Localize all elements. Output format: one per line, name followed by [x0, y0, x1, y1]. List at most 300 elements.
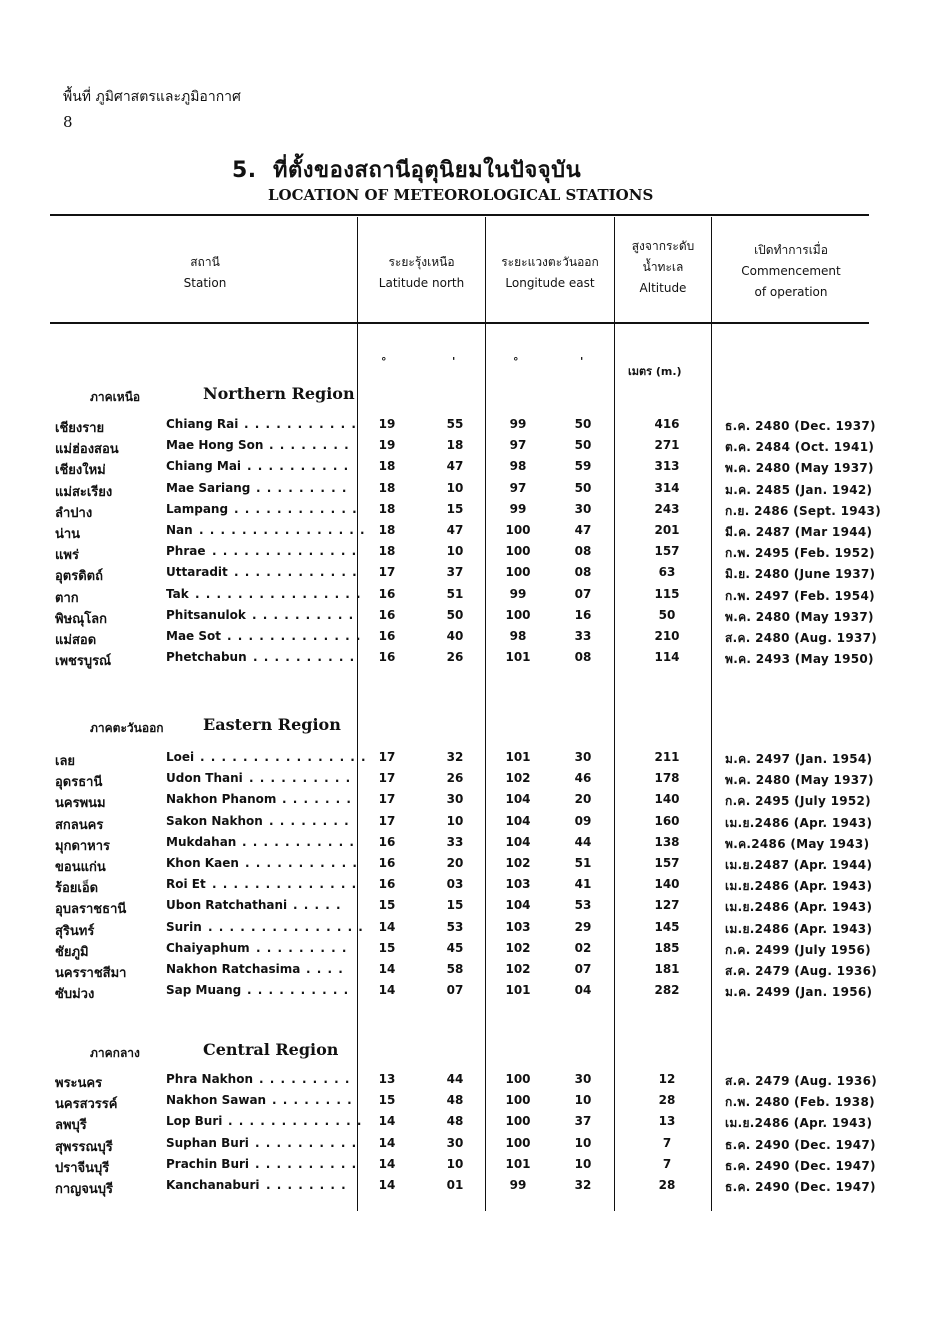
table-row: [0, 1111, 941, 1132]
longitude-degrees: 101: [505, 1157, 531, 1171]
station-name-thai: เชียงใหม่: [55, 463, 106, 478]
station-name-thai: พระนคร: [55, 1076, 103, 1091]
station-name-english: Uttaradit: [166, 565, 228, 579]
station-name-thai: มุกดาหาร: [55, 839, 111, 854]
altitude-value: 210: [654, 629, 680, 643]
commencement-date: เม.ย.2486 (Apr. 1943): [725, 922, 873, 936]
leader-dots: . . . . . . . . . . .: [242, 835, 355, 849]
altitude-value: 416: [654, 417, 680, 431]
latitude-degrees: 18: [378, 481, 396, 495]
commencement-date: ธ.ค. 2490 (Dec. 1947): [725, 1180, 876, 1194]
leader-dots: . . . . . . . . .: [256, 941, 348, 955]
latitude-minutes: 48: [446, 1114, 464, 1128]
latitude-minutes: 10: [446, 481, 464, 495]
latitude-degrees: 14: [378, 1114, 396, 1128]
longitude-minutes: 07: [574, 962, 592, 976]
leader-dots: . . . . .: [293, 898, 342, 912]
commencement-date: พ.ค. 2480 (May 1937): [725, 461, 874, 475]
longitude-minutes: 04: [574, 983, 592, 997]
leader-dots: . . . . . . . . . . . . .: [227, 629, 362, 643]
column-header-thai: ระยะรุ้งเหนือ: [388, 255, 455, 269]
altitude-value: 211: [654, 750, 680, 764]
station-name-english: Chiang Rai: [166, 417, 239, 431]
leader-dots: . . . . . . . . . . .: [245, 856, 358, 870]
latitude-minutes: 48: [446, 1093, 464, 1107]
station-name-thai: นครพนม: [55, 796, 106, 811]
longitude-degrees: 99: [509, 587, 527, 601]
commencement-date: ก.ย. 2486 (Sept. 1943): [725, 504, 881, 518]
region-name-english: Eastern Region: [203, 715, 341, 734]
column-header-english: Commencement: [741, 264, 841, 278]
leader-dots: . . . . . . . . . . . . . . . .: [199, 523, 366, 537]
station-name-thai: นครราชสีมา: [55, 966, 127, 981]
longitude-minutes: 46: [574, 771, 592, 785]
altitude-value: 313: [654, 459, 680, 473]
longitude-degrees: 101: [505, 650, 531, 664]
longitude-minutes: 16: [574, 608, 592, 622]
table-row: [0, 456, 941, 477]
commencement-date: ม.ค. 2499 (Jan. 1956): [725, 985, 873, 999]
latitude-degrees: 16: [378, 587, 396, 601]
latitude-degrees: 17: [378, 792, 396, 806]
latitude-minutes: 44: [446, 1072, 464, 1086]
longitude-degrees: 104: [505, 835, 531, 849]
latitude-degrees: 16: [378, 629, 396, 643]
longitude-minutes: 30: [574, 750, 592, 764]
region-name-thai: ภาคตะวันออก: [90, 721, 164, 735]
running-title: พื้นที่ ภูมิศาสตรและภูมิอากาศ: [63, 89, 241, 105]
station-name-thai: เลย: [55, 754, 76, 769]
table-row: [0, 811, 941, 832]
longitude-degrees: 103: [505, 920, 531, 934]
longitude-minutes: 33: [574, 629, 592, 643]
column-divider: [711, 217, 712, 1211]
column-header-english: Longitude east: [505, 276, 595, 290]
station-name-thai: เชียงราย: [55, 421, 105, 436]
leader-dots: . . . . . . . . . . . . . . .: [208, 920, 364, 934]
longitude-degrees: 97: [509, 438, 527, 452]
table-row: [0, 832, 941, 853]
table-row: [0, 626, 941, 647]
commencement-date: เม.ย.2486 (Apr. 1943): [725, 879, 873, 893]
longitude-degrees: 100: [505, 1114, 531, 1128]
station-name-thai: แพร่: [55, 548, 79, 563]
station-name-thai: อุบลราชธานี: [55, 902, 127, 917]
latitude-degrees: 17: [378, 565, 396, 579]
latitude-minutes: 45: [446, 941, 464, 955]
longitude-degrees: 102: [505, 856, 531, 870]
latitude-minutes: 10: [446, 1157, 464, 1171]
station-name-thai: แม่สอด: [55, 633, 97, 648]
longitude-degrees: 98: [509, 629, 527, 643]
leader-dots: . . . . . . . . . . . .: [234, 502, 358, 516]
latitude-minutes: 55: [446, 417, 464, 431]
latitude-minutes: 10: [446, 814, 464, 828]
latitude-degrees: 18: [378, 459, 396, 473]
commencement-date: ก.ค. 2495 (July 1952): [725, 794, 871, 808]
leader-dots: . . . . . . . . . . . . . . . .: [200, 750, 367, 764]
leader-dots: . . . . . . . . . .: [249, 771, 352, 785]
latitude-degrees: 17: [378, 814, 396, 828]
station-name-english: Chaiyaphum: [166, 941, 250, 955]
altitude-value: 50: [658, 608, 676, 622]
longitude-minutes: 41: [574, 877, 592, 891]
latitude-degrees: 15: [378, 941, 396, 955]
longitude-degrees: 101: [505, 983, 531, 997]
leader-dots: . . . .: [306, 962, 344, 976]
station-name-english: Sap Muang: [166, 983, 242, 997]
station-name-english: Prachin Buri: [166, 1157, 250, 1171]
leader-dots: . . . . . . . . . . . . .: [228, 1114, 363, 1128]
column-header-thai: สูงจากระดับ: [631, 239, 695, 253]
latitude-degrees: 14: [378, 962, 396, 976]
latitude-minutes: 58: [446, 962, 464, 976]
longitude-minutes: 53: [574, 898, 592, 912]
latitude-minutes: 37: [446, 565, 464, 579]
station-name-english: Sakon Nakhon: [166, 814, 263, 828]
station-name-english: Tak: [166, 587, 189, 601]
commencement-date: เม.ย.2486 (Apr. 1943): [725, 1116, 873, 1130]
column-header-thai: ระยะแวงตะวันออก: [501, 255, 599, 269]
page-number: 8: [63, 113, 73, 131]
altitude-value: 7: [662, 1136, 672, 1150]
longitude-minutes: 50: [574, 417, 592, 431]
longitude-degrees: 104: [505, 898, 531, 912]
latitude-degrees: 16: [378, 856, 396, 870]
latitude-minutes: 33: [446, 835, 464, 849]
latitude-minutes: 26: [446, 650, 464, 664]
station-name-english: Khon Kaen: [166, 856, 239, 870]
longitude-degrees: 102: [505, 771, 531, 785]
leader-dots: . . . . . . . . . .: [247, 983, 350, 997]
station-name-thai: ชัยภูมิ: [55, 945, 89, 960]
commencement-date: ธ.ค. 2480 (Dec. 1937): [725, 419, 876, 433]
column-header-english: Altitude: [639, 281, 687, 295]
latitude-degrees: 16: [378, 877, 396, 891]
altitude-value: 157: [654, 544, 680, 558]
commencement-date: ธ.ค. 2490 (Dec. 1947): [725, 1138, 876, 1152]
commencement-date: ก.พ. 2495 (Feb. 1952): [725, 546, 875, 560]
station-name-english: Nakhon Ratchasima: [166, 962, 301, 976]
longitude-degrees: 99: [509, 1178, 527, 1192]
table-row: [0, 435, 941, 456]
longitude-degrees: 100: [505, 608, 531, 622]
column-header-station: [140, 252, 270, 294]
commencement-date: มิ.ย. 2480 (June 1937): [725, 567, 876, 581]
longitude-degrees: 104: [505, 792, 531, 806]
unit-minute: ': [452, 355, 456, 368]
table-row: [0, 1133, 941, 1154]
column-divider: [485, 217, 486, 1211]
latitude-minutes: 30: [446, 1136, 464, 1150]
table-row: [0, 895, 941, 916]
column-header-english: of operation: [754, 285, 828, 299]
latitude-minutes: 20: [446, 856, 464, 870]
station-name-thai: พิษณุโลก: [55, 612, 108, 627]
column-header-longitude: [486, 252, 614, 294]
altitude-value: 12: [658, 1072, 676, 1086]
latitude-minutes: 18: [446, 438, 464, 452]
altitude-value: 145: [654, 920, 680, 934]
station-name-english: Nakhon Phanom: [166, 792, 277, 806]
latitude-degrees: 17: [378, 771, 396, 785]
longitude-degrees: 100: [505, 544, 531, 558]
station-name-thai: อุตรดิตถ์: [55, 569, 103, 584]
altitude-value: 201: [654, 523, 680, 537]
leader-dots: . . . . . . . .: [266, 1178, 347, 1192]
latitude-degrees: 17: [378, 750, 396, 764]
unit-meters: เมตร (m.): [628, 365, 682, 378]
station-name-thai: นครสวรรค์: [55, 1097, 118, 1112]
station-name-thai: ลำปาง: [55, 506, 93, 521]
column-header-thai: น้ำทะเล: [642, 260, 684, 274]
station-name-english: Lop Buri: [166, 1114, 223, 1128]
table-header-rule: [50, 322, 869, 324]
column-header-thai: สถานี: [190, 255, 220, 269]
latitude-degrees: 19: [378, 417, 396, 431]
altitude-value: 140: [654, 877, 680, 891]
leader-dots: . . . . . . . .: [269, 438, 350, 452]
altitude-value: 115: [654, 587, 680, 601]
commencement-date: พ.ค. 2480 (May 1937): [725, 610, 874, 624]
longitude-degrees: 102: [505, 941, 531, 955]
longitude-degrees: 101: [505, 750, 531, 764]
latitude-degrees: 19: [378, 438, 396, 452]
latitude-degrees: 14: [378, 920, 396, 934]
longitude-minutes: 47: [574, 523, 592, 537]
station-name-thai: น่าน: [55, 527, 81, 542]
latitude-minutes: 10: [446, 544, 464, 558]
longitude-minutes: 20: [574, 792, 592, 806]
longitude-degrees: 98: [509, 459, 527, 473]
table-row: [0, 647, 941, 668]
longitude-minutes: 32: [574, 1178, 592, 1192]
longitude-minutes: 09: [574, 814, 592, 828]
latitude-degrees: 13: [378, 1072, 396, 1086]
latitude-minutes: 07: [446, 983, 464, 997]
altitude-value: 314: [654, 481, 680, 495]
latitude-minutes: 03: [446, 877, 464, 891]
column-header-english: Station: [183, 276, 227, 290]
table-title-english: LOCATION OF METEOROLOGICAL STATIONS: [268, 186, 654, 204]
region-name-english: Central Region: [203, 1040, 339, 1059]
commencement-date: เม.ย.2487 (Apr. 1944): [725, 858, 873, 872]
station-name-english: Suphan Buri: [166, 1136, 249, 1150]
longitude-minutes: 08: [574, 544, 592, 558]
table-top-rule: [50, 214, 869, 216]
commencement-date: ส.ค. 2480 (Aug. 1937): [725, 631, 878, 645]
altitude-value: 185: [654, 941, 680, 955]
station-name-english: Phitsanulok: [166, 608, 246, 622]
altitude-value: 157: [654, 856, 680, 870]
longitude-degrees: 100: [505, 523, 531, 537]
column-header-latitude: [358, 252, 485, 294]
latitude-degrees: 18: [378, 544, 396, 558]
longitude-minutes: 10: [574, 1157, 592, 1171]
latitude-degrees: 14: [378, 1157, 396, 1171]
station-name-thai: ตาก: [55, 591, 79, 606]
longitude-minutes: 59: [574, 459, 592, 473]
column-divider: [357, 217, 358, 1211]
latitude-minutes: 15: [446, 898, 464, 912]
commencement-date: ก.พ. 2497 (Feb. 1954): [725, 589, 875, 603]
station-name-thai: ซับม่วง: [55, 987, 95, 1002]
commencement-date: ธ.ค. 2490 (Dec. 1947): [725, 1159, 876, 1173]
latitude-minutes: 01: [446, 1178, 464, 1192]
latitude-minutes: 51: [446, 587, 464, 601]
station-name-english: Mae Sot: [166, 629, 221, 643]
longitude-degrees: 100: [505, 1093, 531, 1107]
latitude-degrees: 15: [378, 898, 396, 912]
station-name-thai: ปราจีนบุรี: [55, 1161, 110, 1176]
station-name-english: Roi Et: [166, 877, 206, 891]
table-row: [0, 562, 941, 583]
altitude-value: 127: [654, 898, 680, 912]
station-name-english: Mae Hong Son: [166, 438, 264, 452]
table-title-thai-text: ที่ตั้งของสถานีอุตุนิยมในปัจจุบัน: [273, 158, 582, 183]
station-name-english: Kanchanaburi: [166, 1178, 260, 1192]
station-name-english: Phra Nakhon: [166, 1072, 253, 1086]
leader-dots: . . . . . . . . . . .: [244, 417, 357, 431]
leader-dots: . . . . . . . . . .: [253, 650, 356, 664]
table-row: [0, 789, 941, 810]
table-row: [0, 499, 941, 520]
latitude-degrees: 14: [378, 1136, 396, 1150]
table-row: [0, 1175, 941, 1196]
altitude-value: 13: [658, 1114, 676, 1128]
latitude-degrees: 16: [378, 608, 396, 622]
commencement-date: พ.ค. 2480 (May 1937): [725, 773, 874, 787]
longitude-minutes: 50: [574, 481, 592, 495]
altitude-value: 243: [654, 502, 680, 516]
table-row: [0, 959, 941, 980]
column-header-commencement: [712, 240, 870, 303]
longitude-minutes: 08: [574, 650, 592, 664]
commencement-date: ม.ค. 2485 (Jan. 1942): [725, 483, 873, 497]
longitude-degrees: 103: [505, 877, 531, 891]
latitude-minutes: 53: [446, 920, 464, 934]
longitude-degrees: 97: [509, 481, 527, 495]
latitude-minutes: 40: [446, 629, 464, 643]
table-title-thai: [232, 152, 581, 187]
station-name-thai: สุพรรณบุรี: [55, 1140, 113, 1155]
commencement-date: ส.ค. 2479 (Aug. 1936): [725, 964, 878, 978]
table-row: [0, 938, 941, 959]
leader-dots: . . . . . . . . . . . .: [234, 565, 358, 579]
station-name-thai: แม่ฮ่องสอน: [55, 442, 119, 457]
latitude-minutes: 47: [446, 523, 464, 537]
station-name-english: Ubon Ratchathani: [166, 898, 288, 912]
region-name-english: Northern Region: [203, 384, 355, 403]
latitude-degrees: 16: [378, 835, 396, 849]
altitude-value: 28: [658, 1093, 676, 1107]
leader-dots: . . . . . . . . .: [256, 481, 348, 495]
latitude-degrees: 16: [378, 650, 396, 664]
station-name-english: Mukdahan: [166, 835, 237, 849]
latitude-minutes: 26: [446, 771, 464, 785]
longitude-degrees: 100: [505, 1072, 531, 1086]
altitude-value: 28: [658, 1178, 676, 1192]
commencement-date: มี.ค. 2487 (Mar 1944): [725, 525, 873, 539]
latitude-degrees: 14: [378, 1178, 396, 1192]
station-name-thai: สุรินทร์: [55, 924, 95, 939]
longitude-degrees: 100: [505, 565, 531, 579]
longitude-minutes: 02: [574, 941, 592, 955]
station-name-thai: ขอนแก่น: [55, 860, 106, 875]
station-name-english: Udon Thani: [166, 771, 243, 785]
table-row: [0, 980, 941, 1001]
longitude-minutes: 10: [574, 1093, 592, 1107]
table-row: [0, 478, 941, 499]
table-row: [0, 917, 941, 938]
table-number: 5.: [232, 158, 257, 183]
altitude-value: 114: [654, 650, 680, 664]
longitude-degrees: 104: [505, 814, 531, 828]
table-row: [0, 541, 941, 562]
leader-dots: . . . . . . . . . . . . . .: [212, 544, 358, 558]
longitude-minutes: 50: [574, 438, 592, 452]
leader-dots: . . . . . . . . . . . . . . . .: [195, 587, 362, 601]
station-name-english: Mae Sariang: [166, 481, 251, 495]
station-name-english: Loei: [166, 750, 195, 764]
latitude-minutes: 15: [446, 502, 464, 516]
region-name-thai: ภาคกลาง: [90, 1046, 140, 1060]
commencement-date: ก.พ. 2480 (Feb. 1938): [725, 1095, 875, 1109]
table-row: [0, 414, 941, 435]
table-row: [0, 747, 941, 768]
station-name-thai: สกลนคร: [55, 818, 104, 833]
latitude-minutes: 47: [446, 459, 464, 473]
longitude-minutes: 51: [574, 856, 592, 870]
latitude-degrees: 15: [378, 1093, 396, 1107]
station-name-english: Phetchabun: [166, 650, 247, 664]
table-row: [0, 874, 941, 895]
station-name-english: Surin: [166, 920, 202, 934]
region-name-thai: ภาคเหนือ: [90, 390, 141, 404]
latitude-minutes: 30: [446, 792, 464, 806]
commencement-date: เม.ย.2486 (Apr. 1943): [725, 900, 873, 914]
leader-dots: . . . . . . . . . .: [252, 608, 355, 622]
altitude-value: 7: [662, 1157, 672, 1171]
latitude-minutes: 32: [446, 750, 464, 764]
longitude-minutes: 30: [574, 1072, 592, 1086]
table-row: [0, 853, 941, 874]
commencement-date: พ.ค.2486 (May 1943): [725, 837, 870, 851]
column-header-altitude: [615, 236, 711, 299]
longitude-degrees: 100: [505, 1136, 531, 1150]
column-header-english: Latitude north: [378, 276, 465, 290]
altitude-value: 282: [654, 983, 680, 997]
longitude-minutes: 30: [574, 502, 592, 516]
station-name-english: Nakhon Sawan: [166, 1093, 267, 1107]
longitude-degrees: 102: [505, 962, 531, 976]
commencement-date: ม.ค. 2497 (Jan. 1954): [725, 752, 873, 766]
latitude-degrees: 18: [378, 502, 396, 516]
table-row: [0, 605, 941, 626]
longitude-minutes: 37: [574, 1114, 592, 1128]
table-row: [0, 1090, 941, 1111]
longitude-minutes: 10: [574, 1136, 592, 1150]
commencement-date: ส.ค. 2479 (Aug. 1936): [725, 1074, 878, 1088]
longitude-minutes: 08: [574, 565, 592, 579]
altitude-value: 181: [654, 962, 680, 976]
altitude-value: 160: [654, 814, 680, 828]
column-divider: [614, 217, 615, 1211]
longitude-minutes: 07: [574, 587, 592, 601]
altitude-value: 140: [654, 792, 680, 806]
altitude-value: 138: [654, 835, 680, 849]
latitude-minutes: 50: [446, 608, 464, 622]
